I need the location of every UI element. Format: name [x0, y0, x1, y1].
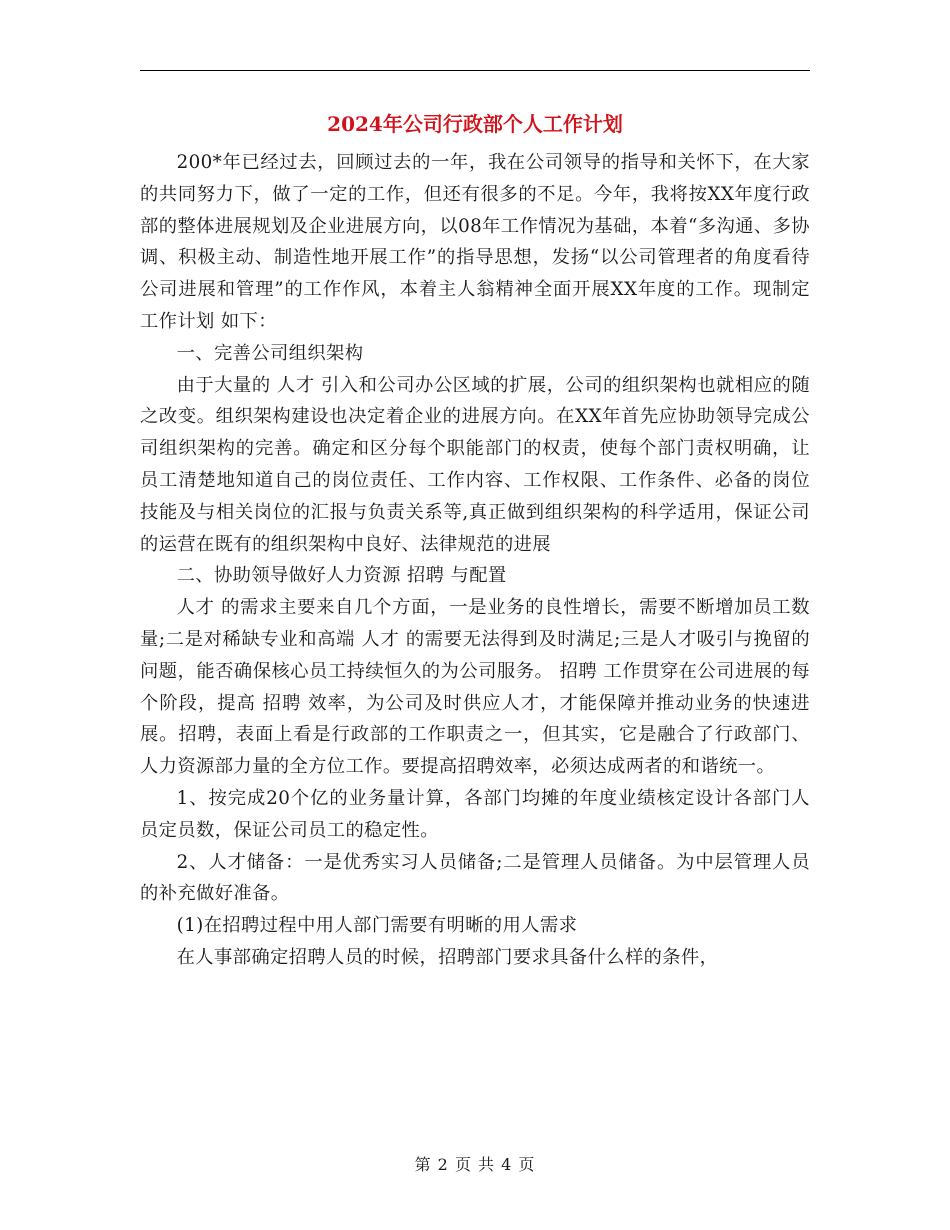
document-body [140, 147, 810, 974]
header-rule [140, 70, 810, 71]
paragraph-talent-demand: 人才 的需求主要来自几个方面，一是业务的良性增长，需要不断增加员工数量;二是对稀缺专业和高端 人才 的需要无法得到及时满足;三是人才吸引与挽留的问题，能否确保核心员工持续恒久的为公司服务。 招聘 工作贯穿在公司进展的每个阶段，提高 招聘 效率，为公司及时供应人才，才能保障并推动业务的快速进展。招聘，表面上看是行政部的工作职责之一，但其实，它是融合了行政部门、人力资源部力量的全方位工作。要提高招聘效率，必须达成两者的和谐统一。 [140, 597, 810, 778]
paragraph-org-structure: 由于大量的 人才 引入和公司办公区域的扩展，公司的组织架构也就相应的随之改变。组织架构建设也决定着企业的进展方向。在XX年首先应协助领导完成公司组织架构的完善。确定和区分每个职能部门的权责，使每个部门责权明确，让员工清楚地知道自己的岗位责任、工作内容、工作权限、工作条件、必备的岗位技能及与相关岗位的汇报与负责关系等,真正做到组织架构的科学适用，保证公司的运营在既有的组织架构中良好、法律规范的进展 [140, 374, 810, 555]
document-title: 2024年公司行政部个人工作计划 [327, 112, 623, 136]
page-number-footer: 第 2 页 共 4 页 [414, 1155, 536, 1174]
section-heading-1: 一、完善公司组织架构 [176, 342, 364, 364]
list-item-2: 2、人才储备：一是优秀实习人员储备;二是管理人员储备。为中层管理人员的补充做好准备。 [140, 851, 810, 905]
sub-heading-1: (1)在招聘过程中用人部门需要有明晰的用人需求 [176, 915, 578, 937]
section-heading-2: 二、协助领导做好人力资源 招聘 与配置 [176, 565, 507, 587]
list-item-1: 1、按完成20个亿的业务量计算，各部门均摊的年度业绩核定设计各部门人员定员数，保证公司员工的稳定性。 [140, 787, 810, 841]
paragraph-intro: 200*年已经过去，回顾过去的一年，我在公司领导的指导和关怀下，在大家的共同努力下，做了一定的工作，但还有很多的不足。今年，我将按XX年度行政部的整体进展规划及企业进展方向，以08年工作情况为基础，本着“多沟通、多协调、积极主动、制造性地开展工作”的指导思想，发扬“以公司管理者的角度看待公司进展和管理”的工作作风，本着主人翁精神全面开展XX年度的工作。现制定 工作计划 如下： [140, 152, 810, 332]
paragraph-recruit-requirements: 在人事部确定招聘人员的时候，招聘部门要求具备什么样的条件， [176, 946, 719, 968]
